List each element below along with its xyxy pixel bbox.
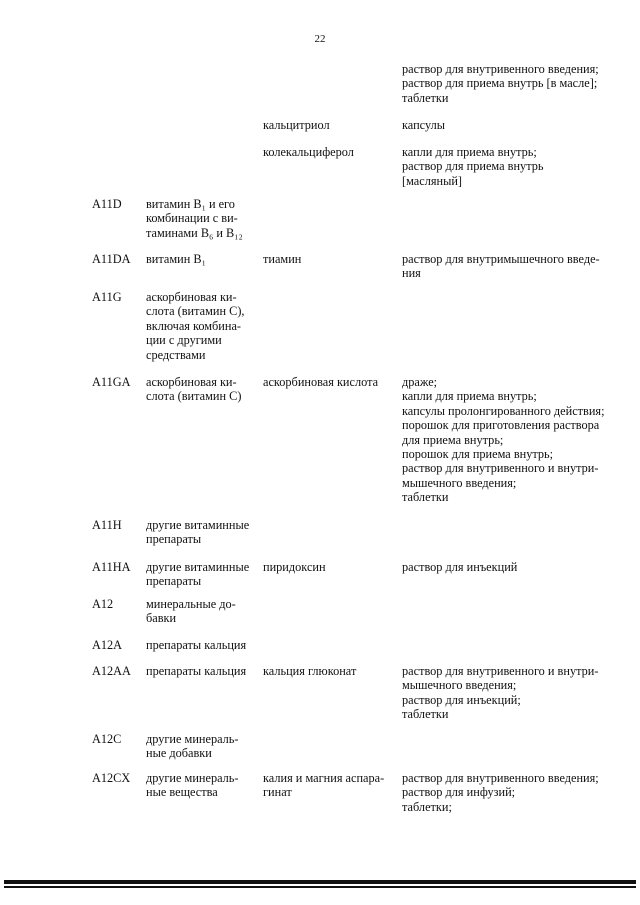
bottom-border-thin bbox=[4, 886, 636, 888]
atc-code: A11G bbox=[92, 290, 122, 304]
drug-name-line: гинат bbox=[263, 785, 292, 800]
group-name-line: препараты кальция bbox=[146, 638, 247, 652]
group-name-line: ции с другими bbox=[146, 333, 222, 348]
drug-name-line: калия и магния аспара- bbox=[263, 771, 385, 785]
dosage-forms-line: раствор для инфузий; bbox=[402, 785, 516, 800]
group-name bbox=[146, 664, 256, 678]
atc-code: A11DA bbox=[92, 252, 131, 266]
group-name bbox=[146, 252, 256, 266]
dosage-forms bbox=[402, 375, 630, 505]
dosage-forms-line: раствор для внутривенного введения; bbox=[402, 62, 599, 76]
group-name bbox=[146, 290, 256, 362]
dosage-forms bbox=[402, 145, 630, 188]
dosage-forms-line: раствор для внутривенного и внутри- bbox=[402, 461, 599, 476]
group-name-line: препараты bbox=[146, 532, 202, 547]
dosage-forms-line: капли для приема внутрь; bbox=[402, 389, 537, 404]
drug-name bbox=[263, 118, 397, 132]
drug-name bbox=[263, 771, 397, 800]
dosage-forms-line: драже; bbox=[402, 375, 438, 389]
group-name-line: витамин B₁ bbox=[146, 252, 206, 266]
group-name-line: средствами bbox=[146, 347, 206, 362]
drug-name-line: аскорбиновая кислота bbox=[263, 375, 379, 389]
dosage-forms-line: таблетки; bbox=[402, 799, 452, 814]
dosage-forms bbox=[402, 771, 630, 814]
group-name-line: другие витаминные bbox=[146, 518, 250, 532]
dosage-forms-line: таблетки bbox=[402, 707, 449, 722]
group-name bbox=[146, 597, 256, 626]
dosage-forms-line: раствор для инъекций; bbox=[402, 692, 521, 707]
dosage-forms bbox=[402, 664, 630, 722]
atc-code: A11D bbox=[92, 197, 122, 211]
dosage-forms-line: таблетки bbox=[402, 90, 449, 105]
dosage-forms-line: капсулы пролонгированного действия; bbox=[402, 403, 605, 418]
dosage-forms-line: раствор для приема внутрь [в масле]; bbox=[402, 76, 598, 91]
group-name-line: включая комбина- bbox=[146, 318, 242, 333]
dosage-forms-line: порошок для приготовления раствора bbox=[402, 418, 600, 433]
dosage-forms-line: раствор для внутривенного введения; bbox=[402, 771, 599, 785]
group-name bbox=[146, 375, 256, 404]
dosage-forms-line: мышечного введения; bbox=[402, 475, 517, 490]
dosage-forms-line: для приема внутрь; bbox=[402, 432, 504, 447]
atc-code: A12 bbox=[92, 597, 114, 611]
drug-name-line: кальцитриол bbox=[263, 118, 330, 132]
atc-code: A12A bbox=[92, 638, 123, 652]
page-number: 22 bbox=[314, 33, 326, 45]
drug-name bbox=[263, 664, 397, 678]
group-name-line: другие минераль- bbox=[146, 771, 239, 785]
group-name-line: препараты кальция bbox=[146, 664, 247, 678]
group-name bbox=[146, 771, 256, 800]
group-name-line: минеральные до- bbox=[146, 597, 236, 611]
dosage-forms-line: раствор для внутривенного и внутри- bbox=[402, 664, 599, 678]
dosage-forms-line: раствор для приема внутрь bbox=[402, 159, 544, 174]
drug-name bbox=[263, 375, 397, 389]
group-name-line: слота (витамин C) bbox=[146, 389, 242, 404]
atc-code: A11H bbox=[92, 518, 122, 532]
group-name-line: другие минераль- bbox=[146, 732, 239, 746]
group-name-line: другие витаминные bbox=[146, 560, 250, 574]
dosage-forms bbox=[402, 62, 630, 105]
group-name bbox=[146, 638, 256, 652]
group-name bbox=[146, 518, 256, 547]
group-name-line: ные вещества bbox=[146, 785, 218, 800]
dosage-forms-line: порошок для приема внутрь; bbox=[402, 447, 554, 462]
group-name-line: аскорбиновая ки- bbox=[146, 375, 237, 389]
drug-name-line: колекальциферол bbox=[263, 145, 354, 159]
drug-name bbox=[263, 560, 397, 574]
group-name bbox=[146, 560, 256, 589]
drug-name bbox=[263, 145, 397, 159]
dosage-forms-line: [масляный] bbox=[402, 173, 463, 188]
atc-code: A11GA bbox=[92, 375, 131, 389]
drug-name-line: кальция глюконат bbox=[263, 664, 357, 678]
dosage-forms-line: таблетки bbox=[402, 490, 449, 505]
drug-name bbox=[263, 252, 397, 266]
group-name-line: аскорбиновая ки- bbox=[146, 290, 237, 304]
group-name-line: витамин B₁ и его bbox=[146, 197, 235, 211]
group-name-line: ные добавки bbox=[146, 746, 212, 761]
dosage-forms-line: раствор для внутримышечного введе- bbox=[402, 252, 600, 266]
group-name bbox=[146, 197, 256, 240]
drug-name-line: пиридоксин bbox=[263, 560, 326, 574]
group-name bbox=[146, 732, 256, 761]
atc-code: A11HA bbox=[92, 560, 131, 574]
atc-code: A12C bbox=[92, 732, 122, 746]
dosage-forms-line: раствор для инъекций bbox=[402, 560, 518, 574]
group-name-line: таминами B₆ и B₁₂ bbox=[146, 225, 243, 240]
dosage-forms bbox=[402, 560, 630, 574]
dosage-forms-line: мышечного введения; bbox=[402, 678, 517, 693]
group-name-line: комбинации с ви- bbox=[146, 211, 238, 226]
bottom-border-thick bbox=[4, 880, 636, 884]
group-name-line: препараты bbox=[146, 574, 202, 589]
group-name-line: слота (витамин C), bbox=[146, 304, 245, 319]
drug-name-line: тиамин bbox=[263, 252, 302, 266]
dosage-forms-line: ния bbox=[402, 266, 421, 281]
atc-code: A12AA bbox=[92, 664, 131, 678]
atc-code: A12CX bbox=[92, 771, 131, 785]
dosage-forms bbox=[402, 118, 630, 132]
group-name-line: бавки bbox=[146, 611, 177, 626]
dosage-forms-line: капсулы bbox=[402, 118, 445, 132]
dosage-forms bbox=[402, 252, 630, 281]
dosage-forms-line: капли для приема внутрь; bbox=[402, 145, 537, 159]
